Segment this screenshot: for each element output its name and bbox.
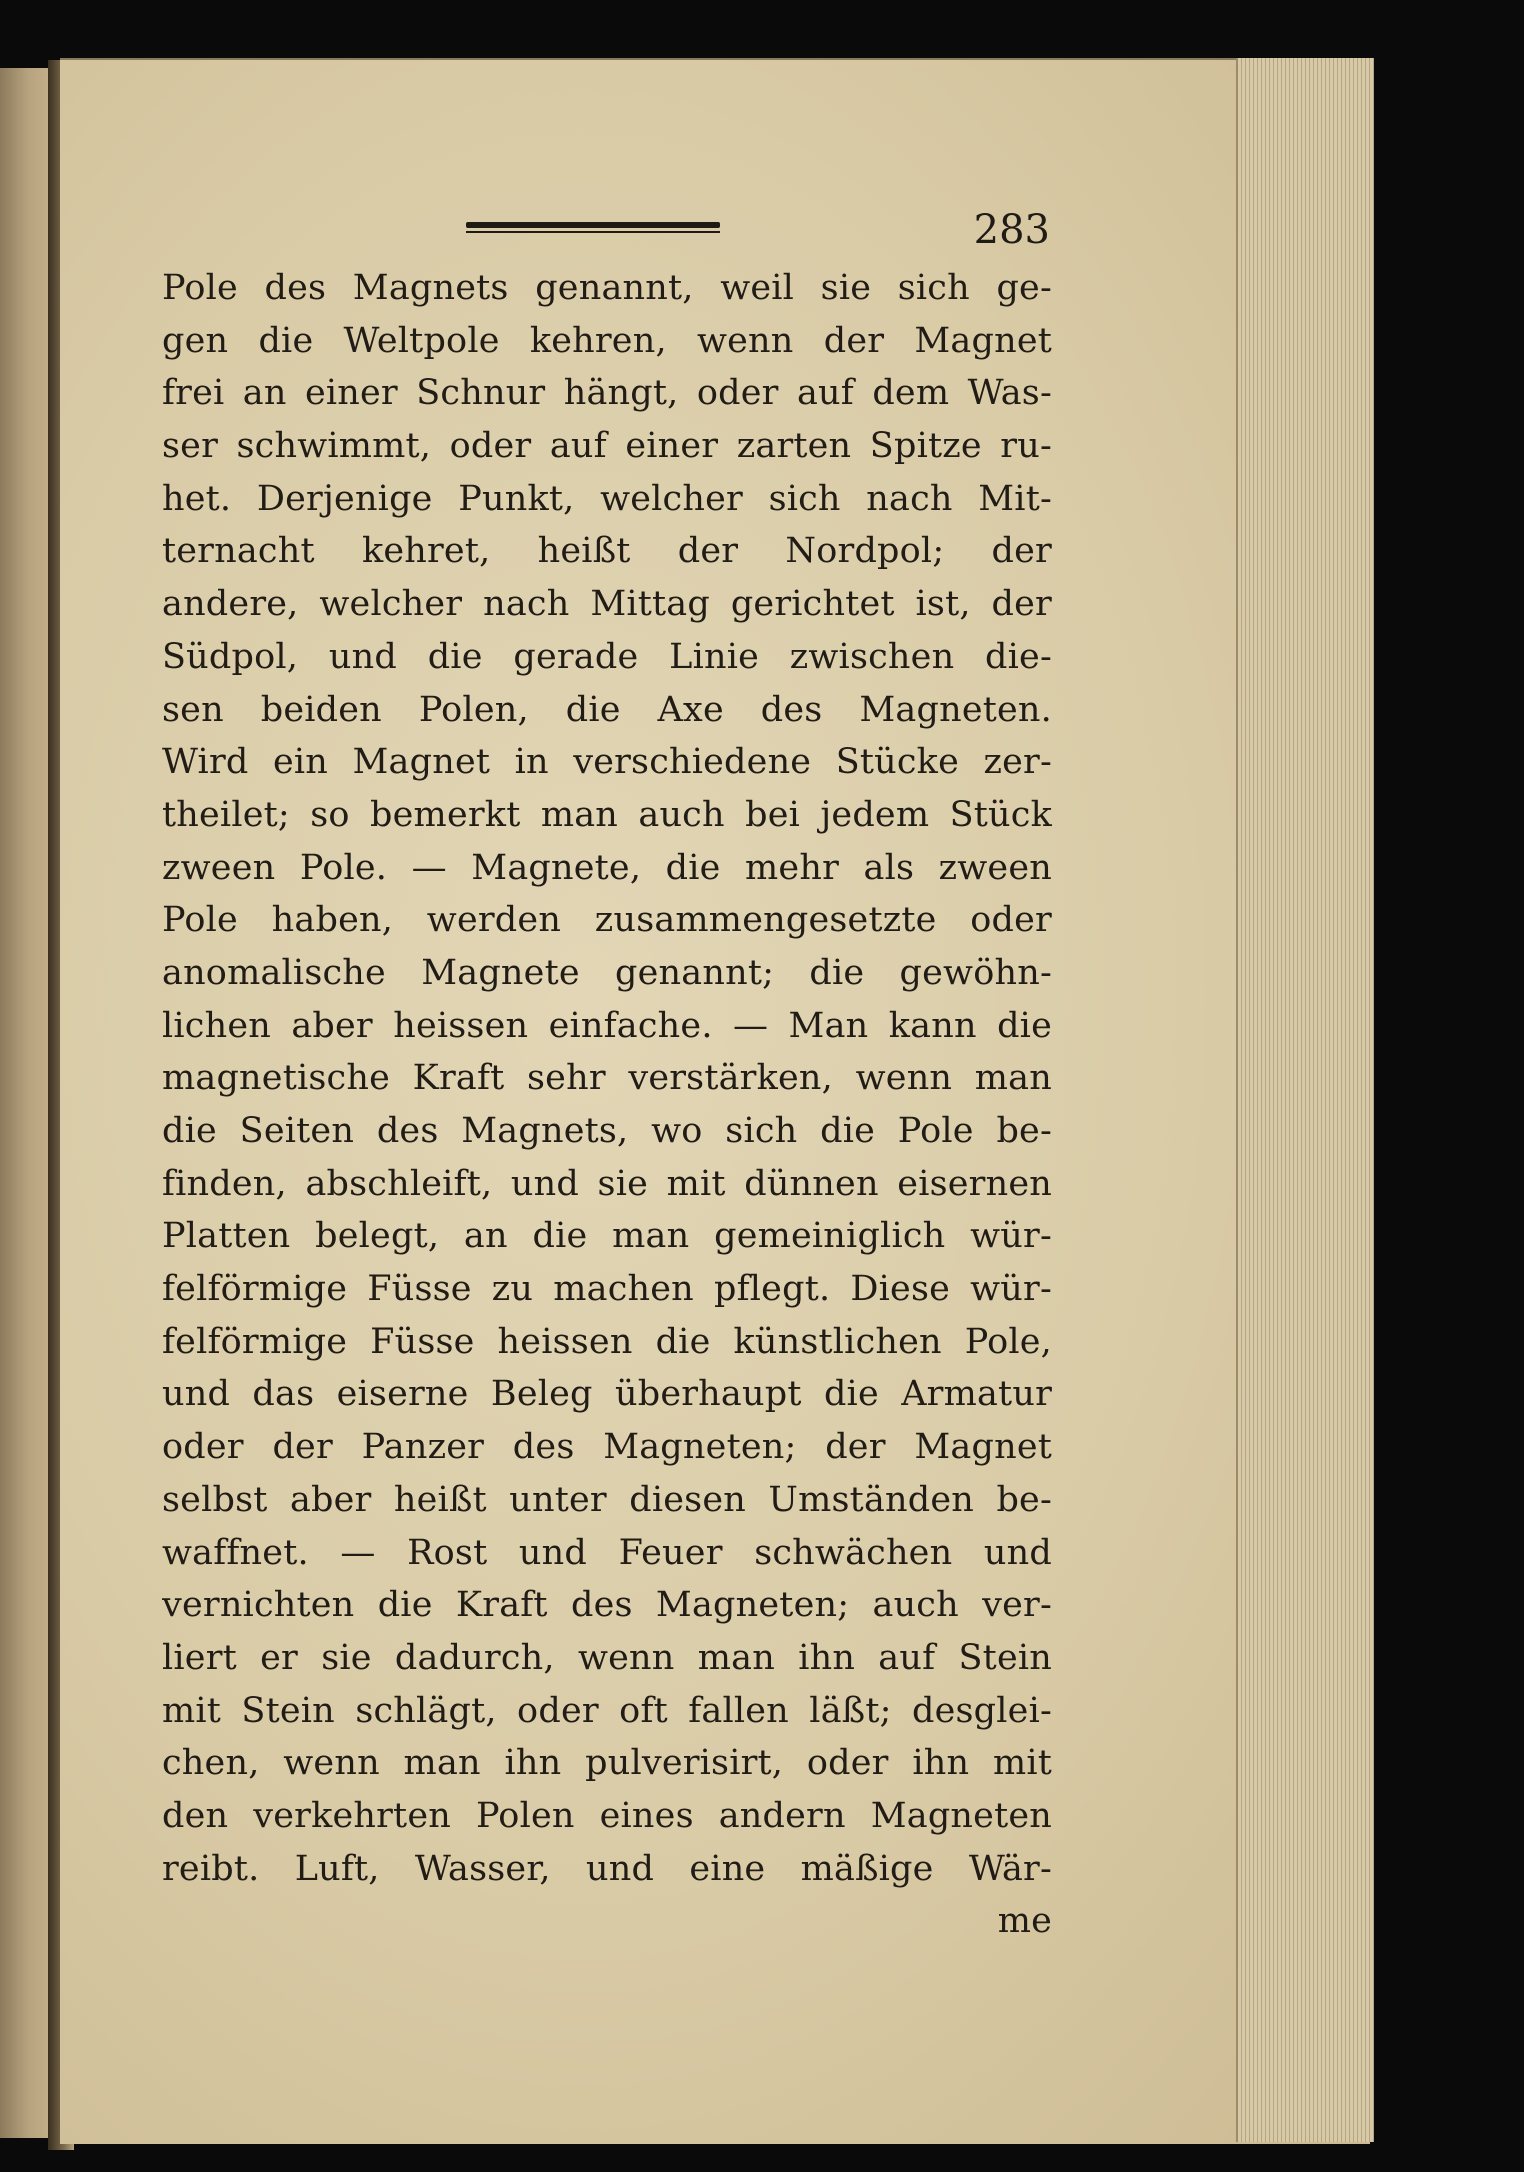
text-line: sen beiden Polen, die Axe des Magneten.: [162, 689, 1052, 730]
text-line: felförmige Füsse heissen die künstlichen Pole,: [162, 1321, 1052, 1362]
text-line: finden, abschleift, und sie mit dünnen eisernen: [162, 1163, 1052, 1204]
page-number: 283: [973, 207, 1050, 253]
text-line: selbst aber heißt unter diesen Umständen be-: [162, 1479, 1052, 1520]
text-line: waffnet. — Rost und Feuer schwächen und: [162, 1532, 1052, 1573]
text-line: die Seiten des Magnets, wo sich die Pole be-: [162, 1111, 1052, 1151]
text-line: lichen aber heissen einfache. — Man kann die: [162, 1005, 1052, 1046]
text-line: ser schwimmt, oder auf einer zarten Spitze ru-: [162, 426, 1052, 467]
text-line: andere, welcher nach Mittag gerichtet ist, der: [162, 584, 1052, 625]
text-line: Pole haben, werden zusammengesetzte oder: [162, 900, 1052, 941]
text-line: oder der Panzer des Magneten; der Magnet: [162, 1427, 1052, 1468]
catchword: me: [997, 1901, 1052, 1942]
header-ornament-rule: [466, 222, 720, 234]
text-line: magnetische Kraft sehr verstärken, wenn man: [162, 1058, 1052, 1099]
text-line: liert er sie dadurch, wenn man ihn auf Stein: [162, 1637, 1052, 1678]
text-line: zween Pole. — Magnete, die mehr als zween: [162, 847, 1052, 888]
text-line: vernichten die Kraft des Magneten; auch ver-: [162, 1585, 1052, 1626]
text-line: mit Stein schlägt, oder oft fallen läßt; desglei-: [162, 1690, 1052, 1731]
text-line: und das eiserne Beleg überhaupt die Armatur: [162, 1374, 1052, 1415]
page-fore-edge: [1236, 58, 1374, 2142]
text-line: frei an einer Schnur hängt, oder auf dem Was-: [162, 373, 1052, 414]
text-line: Südpol, und die gerade Linie zwischen die-: [162, 636, 1052, 677]
text-line: chen, wenn man ihn pulverisirt, oder ihn mit: [162, 1743, 1052, 1784]
text-line: Wird ein Magnet in verschiedene Stücke zer-: [162, 742, 1052, 783]
text-line: reibt. Luft, Wasser, und eine mäßige Wär-: [162, 1848, 1052, 1889]
text-line: Platten belegt, an die man gemeiniglich wür-: [162, 1216, 1052, 1257]
text-line: Pole des Magnets genannt, weil sie sich ge-: [162, 268, 1052, 308]
body-text: [162, 262, 1052, 1948]
text-line: het. Derjenige Punkt, welcher sich nach Mit-: [162, 478, 1052, 519]
text-line: ternacht kehret, heißt der Nordpol; der: [162, 531, 1052, 572]
text-line: theilet; so bemerkt man auch bei jedem Stück: [162, 794, 1052, 835]
text-line: felförmige Füsse zu machen pflegt. Diese wür-: [162, 1269, 1052, 1310]
text-line: gen die Weltpole kehren, wenn der Magnet: [162, 320, 1052, 361]
text-line: anomalische Magnete genannt; die gewöhn-: [162, 952, 1052, 993]
text-line: den verkehrten Polen eines andern Magneten: [162, 1795, 1052, 1836]
